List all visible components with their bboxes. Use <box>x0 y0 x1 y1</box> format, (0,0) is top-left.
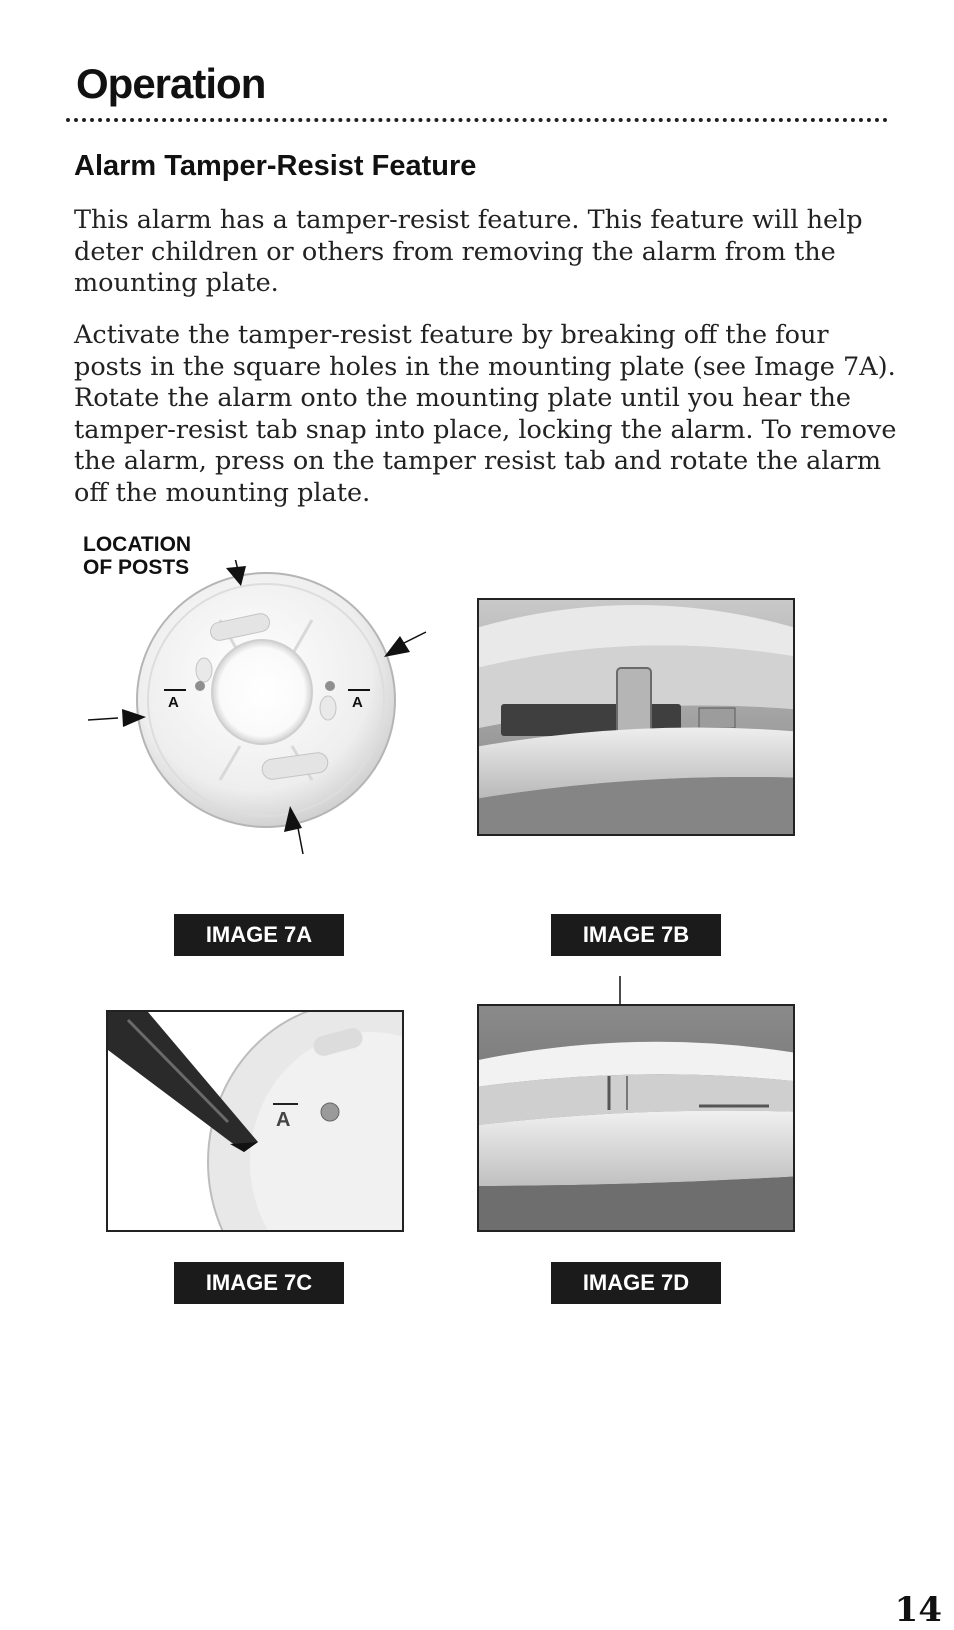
post-hole-right <box>325 681 335 691</box>
center-hole <box>212 640 312 744</box>
post-hole-left <box>195 681 205 691</box>
intro-paragraph: This alarm has a tamper-resist feature. This feature will help deter children or others from removing the alarm from the mounting plate. <box>74 205 863 298</box>
pliers-photo <box>106 1010 404 1232</box>
dotted-divider <box>66 118 888 122</box>
page-heading: Operation <box>76 60 266 107</box>
caption-image-7c: IMAGE 7C <box>174 1262 344 1304</box>
plate-mark-7c: A <box>276 1109 291 1131</box>
mounting-plate-illustration <box>70 560 470 890</box>
instructions-paragraph: Activate the tamper-resist feature by breaking off the four posts in the square holes in the mounting plate (see Image 7A). Rotate the alarm onto the mounting plate until you hear the tamper-resist tab snap into place, locking the alarm. To remove the alarm, press on the tamper resist tab and rotate the alarm off the mounting plate. <box>74 320 897 508</box>
section-title: Alarm Tamper-Resist Feature <box>74 150 477 182</box>
caption-image-7a: IMAGE 7A <box>174 914 344 956</box>
plate-mark-right: A <box>352 694 363 711</box>
caption-image-7d: IMAGE 7D <box>551 1262 721 1304</box>
caption-image-7b: IMAGE 7B <box>551 914 721 956</box>
plate-mark-left: A <box>168 694 179 711</box>
locked-alarm-photo <box>477 1004 795 1232</box>
tamper-tab-photo <box>477 598 795 836</box>
page-number: 14 <box>894 1590 942 1630</box>
location-of-posts-label: LOCATION OF POSTS <box>83 533 192 579</box>
